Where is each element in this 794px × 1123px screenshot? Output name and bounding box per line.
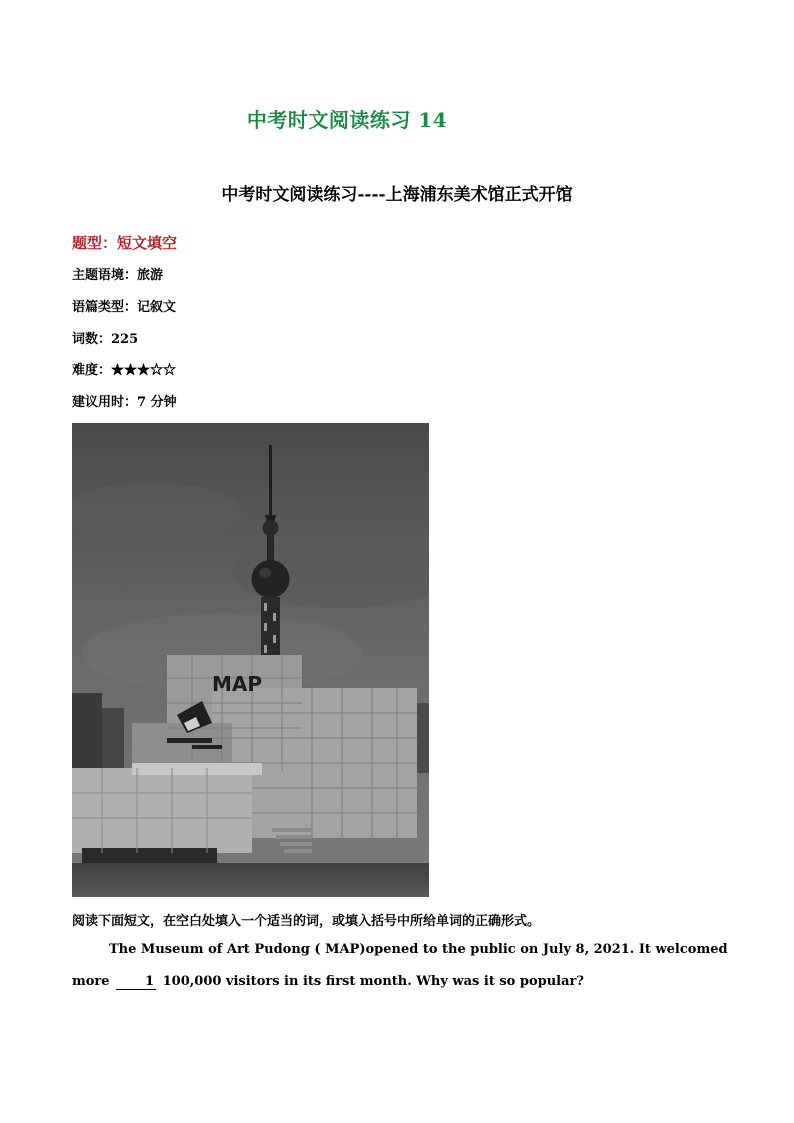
document-title: 中考时文阅读练习 14: [246, 108, 448, 132]
difficulty-label: 难度：: [72, 363, 112, 378]
difficulty-stars: ★★★☆☆: [111, 363, 177, 378]
instruction-text: 阅读下面短文，在空白处填入一个适当的词，或填入括号中所给单词的正确形式。: [72, 914, 541, 929]
word-count: 词数：225: [72, 332, 139, 347]
map-sign-text: MAP: [212, 672, 263, 696]
question-type: [72, 232, 177, 253]
article-title: 中考时文阅读练习----上海浦东美术馆正式开馆: [221, 185, 573, 205]
passage-line-2-end: 100,000 visitors in its first month. Why was it so popular?: [162, 974, 584, 989]
question-type-value: 短文填空: [117, 234, 178, 252]
passage-line-2: [72, 974, 584, 990]
passage-line-2-start: more: [72, 974, 110, 989]
museum-photo: [72, 423, 429, 897]
blank-1[interactable]: 1: [116, 974, 156, 990]
passage-line-1: The Museum of Art Pudong ( MAP)opened to the public on July 8, 2021. It welcomed: [109, 942, 728, 957]
difficulty: [72, 359, 176, 378]
suggested-time: 建议用时：7 分钟: [72, 395, 177, 410]
question-type-label: 题型：: [72, 234, 118, 252]
theme-context: 主题语境：旅游: [72, 268, 164, 283]
genre: 语篇类型：记叙文: [72, 300, 177, 315]
